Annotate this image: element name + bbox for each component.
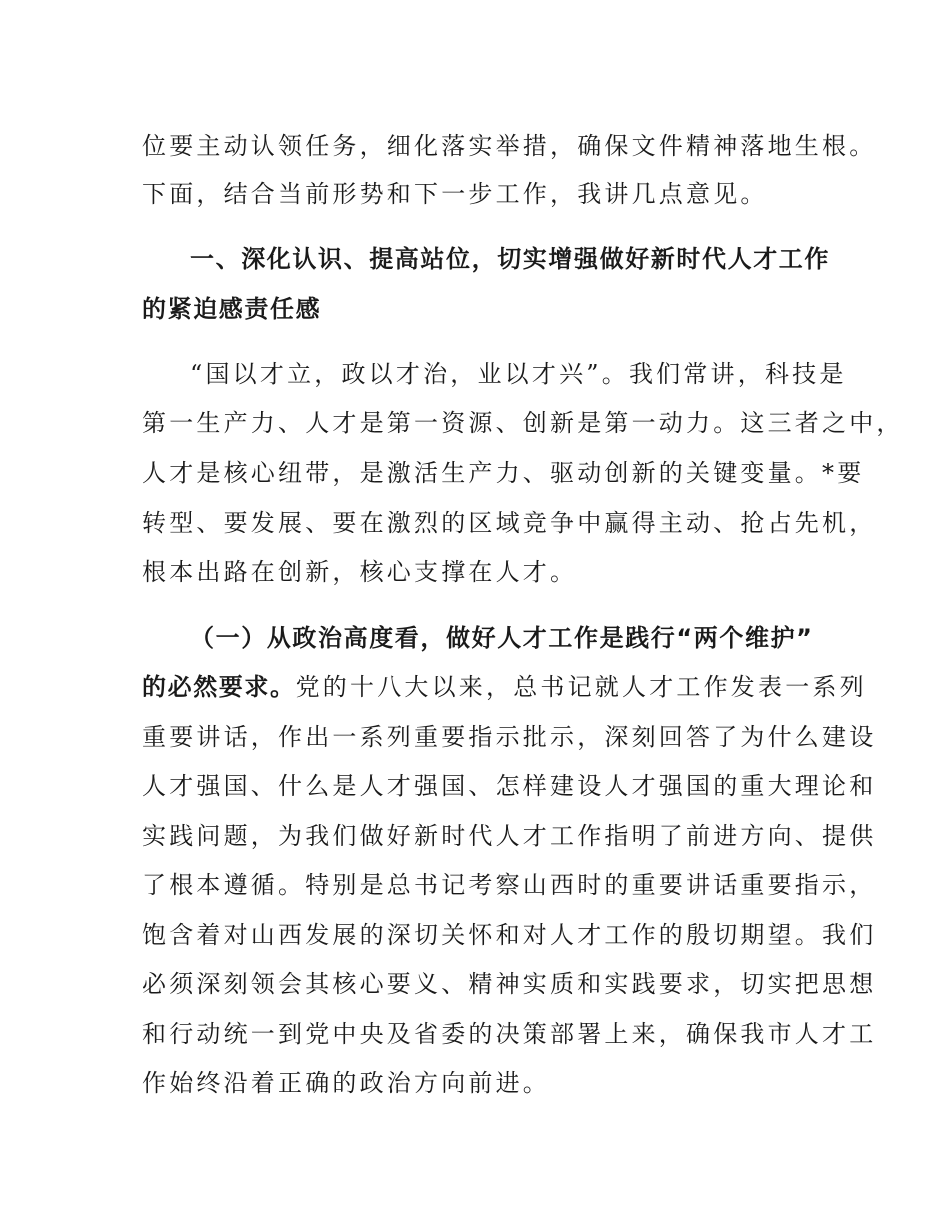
intro-line-1: 位要主动认领任务，细化落实举措，确保文件精神落地生根。	[142, 132, 877, 160]
subsection-line-10: 作始终沿着正确的政治方向前进。	[142, 1069, 550, 1097]
quote-paragraph-line-4: 转型、要发展、要在激烈的区域竞争中赢得主动、抢占先机，	[142, 509, 877, 537]
subsection-line-6: 了根本遵循。特别是总书记考察山西时的重要讲话重要指示，	[142, 871, 877, 899]
subsection-line-3: 重要讲话，作出一系列重要指示批示，深刻回答了为什么建设	[142, 723, 877, 751]
section-heading-line-2: 的紧迫感责任感	[142, 295, 322, 323]
intro-line-2: 下面，结合当前形势和下一步工作，我讲几点意见。	[142, 180, 768, 208]
quote-paragraph-line-3: 人才是核心纽带，是激活生产力、驱动创新的关键变量。*要	[142, 459, 865, 487]
subsection-heading-line-2: 的必然要求。	[142, 673, 296, 701]
subsection-line-4: 人才强国、什么是人才强国、怎样建设人才强国的重大理论和	[142, 772, 877, 800]
quote-paragraph-line-2: 第一生产力、人才是第一资源、创新是第一动力。这三者之中，	[142, 409, 904, 437]
subsection-line-7: 饱含着对山西发展的深切关怀和对人才工作的殷切期望。我们	[142, 921, 877, 949]
quote-paragraph-line-1: “国以才立，政以才治，业以才兴”。我们常讲，科技是	[190, 360, 847, 388]
quote-paragraph-line-5: 根本出路在创新，核心支撑在人才。	[142, 558, 578, 586]
subsection-heading-line-1: （一）从政治高度看，做好人才工作是践行“两个维护”	[190, 624, 814, 652]
subsection-line-5: 实践问题，为我们做好新时代人才工作指明了前进方向、提供	[142, 822, 877, 850]
section-heading-line-1: 一、深化认识、提高站位，切实增强做好新时代人才工作	[190, 245, 830, 273]
subsection-line-2-rest: 党的十八大以来，总书记就人才工作发表一系列	[295, 673, 867, 701]
subsection-line-8: 必须深刻领会其核心要义、精神实质和实践要求，切实把思想	[142, 970, 877, 998]
subsection-line-9: 和行动统一到党中央及省委的决策部署上来，确保我市人才工	[142, 1020, 877, 1048]
subsection-line-2	[142, 672, 867, 702]
